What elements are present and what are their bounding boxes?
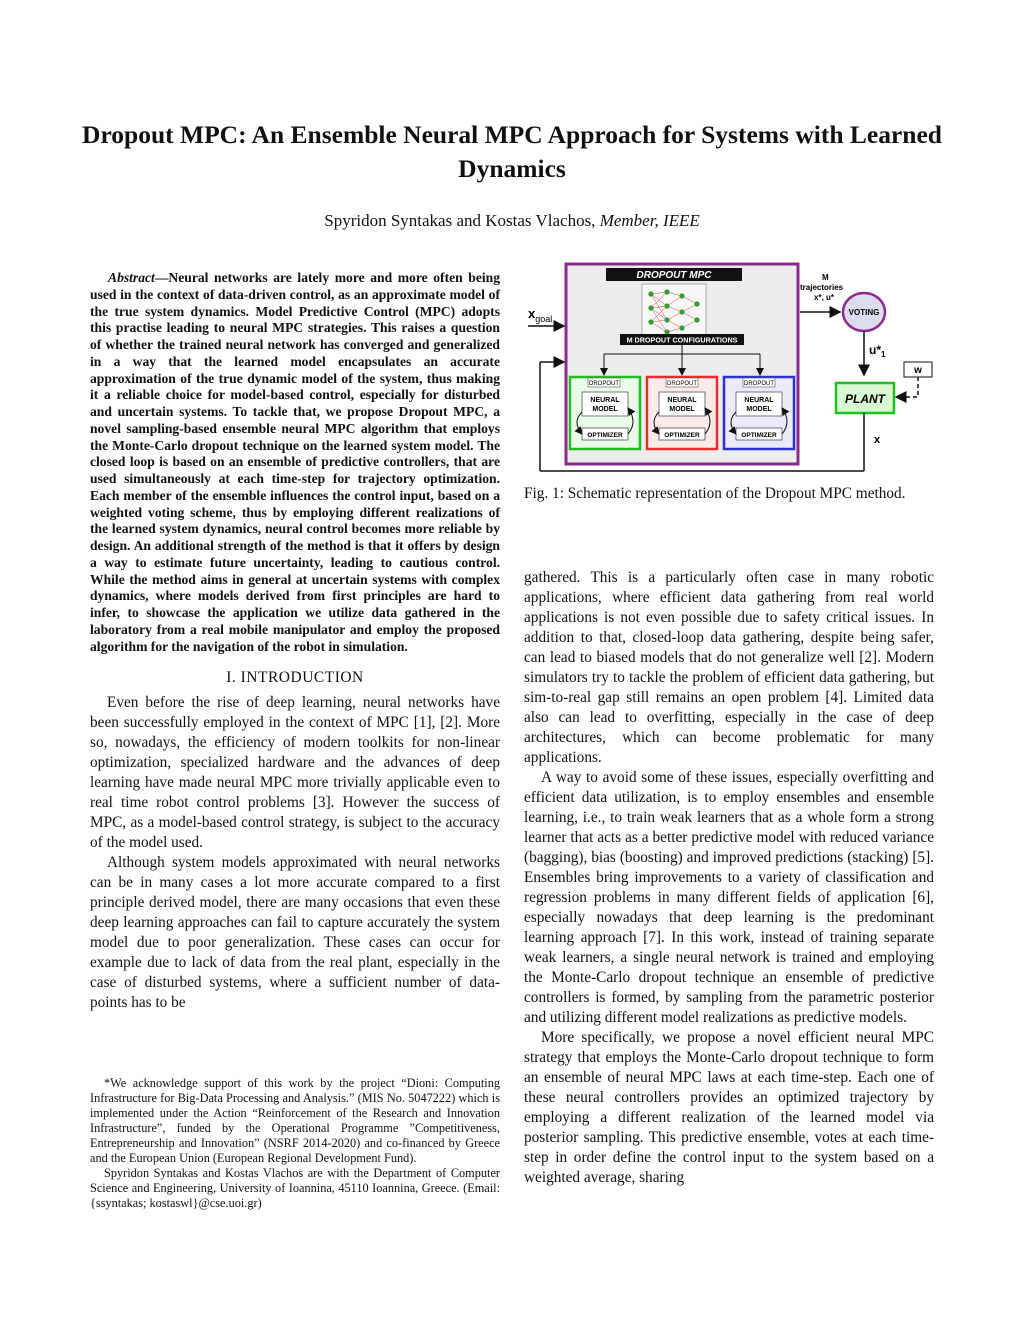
intro-paragraph-5: More specifically, we propose a novel efficient neural MPC strategy that employs the Monte-Carlo dropout technique to form an ensemble of neural MPC laws at each time-step. Each one of these neural controllers provides an optimized trajectory by employing a different realization of the learned model via posterior sampling. This predictive ensemble, votes at each time-step in order define the control input to the system based on a weighted average, sharing [524, 1029, 934, 1186]
footnote-affiliation: Spyridon Syntakas and Kostas Vlachos are with the Department of Computer Science and Engineering, University of Ioannina, 45110 Ioannina, Greece. (Email: {ssyntakas; kostaswl}@cse.uoi.gr) [90, 1166, 500, 1210]
abstract-text: Neural networks are lately more and more often being used in the context of data-driven control, as an approximate model of the true system dynamics. Model Predictive Control (MPC) adopts this practise leading to neural MPC strategies. This raises a question of whether the trained neural network has converged and generalized in a way that the learned model encapsulates an accurate approximation of the true dynamic model of the system, thus making it a reliable choice for model-based control, especially for disturbed and uncertain systems. To tackle that, we propose Dropout MPC, a novel sampling-based ensemble neural MPC algorithm that employs the Monte-Carlo dropout technique on the learned system model. The closed loop is based on an ensemble of predictive controllers, that are used simultaneously at each time-step for trajectory optimization. Each member of the ensemble influences the control input, based on a weighted voting scheme, thus by employing different realizations of the learned system dynamics, neural control becomes more reliable by design. An additional strength of the method is that it offers by design a way to estimate future uncertainty, leading to cautious control. While the method aims in general at uncertain systems with complex dynamics, where models derived from first principles are hard to infer, to showcase the application we utilize data gathered in the laboratory from a real mobile manipulator and employ the proposed algorithm for the navigation of the robot in simulation. [90, 270, 500, 654]
controller-blue [724, 377, 794, 449]
right-column [524, 262, 934, 1186]
footnotes [90, 1076, 500, 1211]
neural-model-red-line2: MODEL [669, 406, 695, 413]
intro-paragraph-2: Although system models approximated with neural networks can be in many cases a lot more accurate compared to a first principle derived model, there are many occasions that even these deep learning approaches can fail to capture accurately the system model due to poor generalization. These cases can occur for example due to lack of data from the real plant, especially in the case of disturbed systems, where a sufficient number of data-points has to be [90, 854, 500, 1012]
m-trajectories-line1: M [822, 273, 829, 282]
u-star-sub: 1 [881, 350, 886, 359]
u-star-main: u* [869, 343, 881, 357]
left-column [90, 270, 500, 1013]
intro-paragraph-3: gathered. This is a particularly often case in many robotic applications, where efficient data gathering from real world applications is not even possible due to safety critical issues. In addition to that, closed-loop data gathering, despite being safer, can lead to biased models that do not generalize well [2]. Modern simulators try to tackle the problem of efficient data gathering, but sim-to-real gap still remains an open problem [4]. Limited data also can lead to overfitting, especially in the case of deep architectures, which can become problematic for many applications. [524, 569, 934, 766]
dropout-tag-green: DROPOUT [589, 381, 619, 387]
configs-label: M DROPOUT CONFIGURATIONS [626, 335, 738, 345]
disturbance-label: w [914, 365, 922, 376]
abstract-dash: — [154, 270, 169, 285]
schematic-diagram [524, 262, 934, 484]
optimizer-green: OPTIMIZER [587, 432, 623, 439]
authors-line [60, 211, 964, 231]
figure-schematic [524, 262, 934, 502]
neural-model-blue-line1: NEURAL [744, 397, 774, 404]
optimizer-blue: OPTIMIZER [741, 432, 777, 439]
neural-network-icon [642, 284, 706, 338]
neural-model-green-line1: NEURAL [590, 397, 620, 404]
figure-caption: Fig. 1: Schematic representation of the Dropout MPC method. [524, 485, 906, 502]
abstract [90, 270, 500, 655]
m-trajectories-line2: trajectories [800, 283, 844, 292]
dropout-mpc-title: DROPOUT MPC [636, 270, 712, 281]
neural-model-blue-line2: MODEL [746, 406, 772, 413]
section-heading-introduction: I. INTRODUCTION [226, 669, 364, 687]
state-x-label: x [874, 434, 881, 446]
voting-label: VOTING [848, 308, 880, 317]
paper-title: Dropout MPC: An Ensemble Neural MPC Approach for Systems with Learned Dynamics [82, 120, 942, 183]
dropout-tag-blue: DROPOUT [744, 381, 774, 387]
optimizer-red: OPTIMIZER [664, 432, 700, 439]
x-goal-main: x [528, 306, 536, 321]
right-column-text [524, 568, 934, 1188]
controller-green [570, 377, 640, 449]
plant-label: PLANT [845, 392, 885, 406]
neural-model-red-line1: NEURAL [667, 397, 697, 404]
footnote-acknowledgement: *We acknowledge support of this work by the project “Dioni: Computing Infrastructure for Big-Data Processing and Analysis.” (MIS No. 5047222) which is implemented under the Action “Reinforcement of the Research and Innovation Infrastructure”, funded by the Operational Programme ”Competitiveness, Entrepreneurship and Innovation” (NSRF 2014-2020) and co-financed by Greece and the European Union (European Regional Development Fund). [90, 1076, 500, 1165]
intro-paragraph-1: Even before the rise of deep learning, neural networks have been successfully employed in the context of MPC [1], [2]. More so, nowadays, the efficiency of modern toolkits for non-linear optimization, specialized hardware and the advances of deep learning have made neural MPC more trivially applicable even to real time robot control problems [3]. However the success of MPC, as a model-based control strategy, is subject to the accuracy of the model used. [90, 694, 500, 852]
author-membership: Member, IEEE [599, 211, 700, 230]
controller-red [647, 377, 717, 449]
dropout-tag-red: DROPOUT [667, 381, 697, 387]
m-trajectories-line3: x*, u* [814, 293, 835, 302]
intro-paragraph-4: A way to avoid some of these issues, especially overfitting and efficient data utilization, is to employ ensembles and ensemble learning, i.e., to train weak learners that as a whole form a strong learner that acts as a better predictive model with reduced variance (bagging), bias (boosting) and improved predictions (stacking) [5]. Ensembles bring improvements to a variety of classification and regression problems in many different fields of application [6], especially nowadays that deep learning is the predominant learning approach [7]. In this work, instead of training separate weak learners, a single neural network is trained and employing the Monte-Carlo dropout technique an ensemble of predictive controllers is formed, by sampling from the parametric posterior and utilizing different model realizations as predictive models. [524, 769, 934, 1026]
neural-model-green-line2: MODEL [592, 406, 618, 413]
x-goal-label [528, 306, 552, 324]
abstract-label: Abstract [108, 270, 155, 285]
author-names: Spyridon Syntakas and Kostas Vlachos, [324, 211, 596, 230]
u-star-label [869, 343, 886, 359]
x-goal-sub: goal [535, 314, 553, 324]
